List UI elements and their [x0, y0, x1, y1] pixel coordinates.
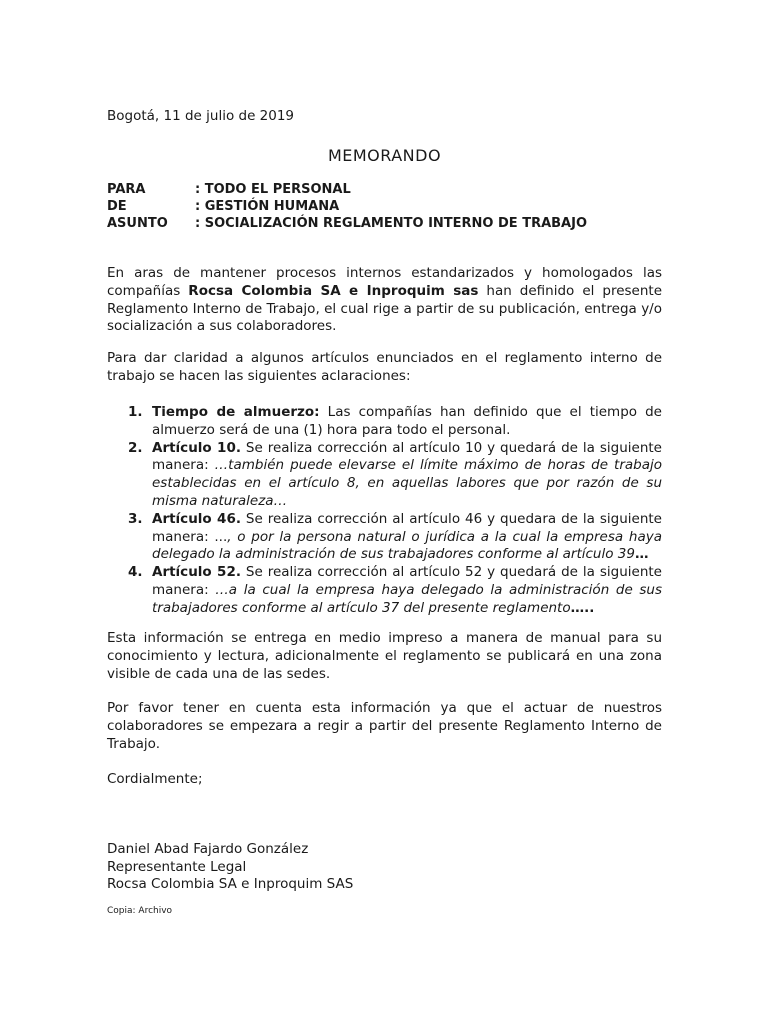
notice-paragraph: Por favor tener en cuenta esta información ya que el actuar de nuestros colaboradores se empezara a regir a partir del presente Reglamento Interno de Trabajo. [107, 700, 662, 752]
intro-text-after: han definido el presente Reglamento Interno de Trabajo, el cual rige a partir de su publicación, entrega y/o socialización a sus colaboradores. [107, 282, 662, 335]
item-quote: , o por la persona natural o jurídica a la cual la empresa haya delegado la administración de sus trabajadores conforme al artículo 39 [152, 528, 662, 563]
signature-block [107, 841, 353, 894]
distribution-paragraph: Esta información se entrega en medio impreso a manera de manual para su conocimiento y lectura, adicionalmente el reglamento se publicará en una zona visible de cada una de las sedes. [107, 630, 662, 682]
item-heading: Artículo 46. [152, 510, 241, 527]
closing-line: Cordialmente; [107, 771, 203, 787]
header-label: DE [107, 199, 127, 214]
list-number: 2. [128, 439, 143, 456]
item-quote: …también puede elevarse el límite máximo de horas de trabajo establecidas en el artículo 8, en aquellas labores que por razón de su misma naturaleza… [152, 457, 662, 509]
item-heading: Tiempo de almuerzo: [152, 404, 320, 420]
header-row-para [107, 181, 587, 198]
item-text: Se realiza corrección al artículo 46 y quedara de la siguiente manera: ... [152, 510, 662, 545]
header-value: : TODO EL PERSONAL [195, 182, 351, 197]
header-value: : SOCIALIZACIÓN REGLAMENTO INTERNO DE TRABAJO [195, 216, 587, 231]
intro-text-before: En aras de mantener procesos internos estandarizados y homologados las compañías [107, 265, 662, 299]
list-number: 3. [128, 510, 143, 527]
header-value: : GESTIÓN HUMANA [195, 199, 340, 214]
list-number: 1. [128, 404, 143, 420]
header-label: ASUNTO [107, 216, 168, 231]
item-heading: Artículo 52. [152, 564, 241, 581]
list-item [107, 440, 662, 511]
copy-note: Copia: Archivo [107, 906, 173, 916]
item-text: Se realiza corrección al artículo 52 y quedará de la siguiente manera: [152, 564, 662, 598]
intro-paragraph [107, 265, 662, 336]
item-text: Las compañías han definido que el tiempo de almuerzo será de una (1) hora para todo el personal. [152, 404, 662, 438]
list-item [107, 404, 662, 440]
header-label: PARA [107, 182, 146, 197]
clarification-list [107, 404, 662, 618]
item-end: ….. [570, 599, 595, 616]
header-row-de [107, 198, 587, 215]
list-item [107, 511, 662, 564]
list-number: 4. [128, 564, 143, 581]
memo-headers [107, 181, 587, 232]
clarification-paragraph: Para dar claridad a algunos artículos enunciados en el reglamento interno de trabajo se hacen las siguientes aclaraciones: [107, 350, 662, 384]
company-names: Rocsa Colombia SA e Inproquim sas [188, 282, 479, 299]
item-end: … [634, 546, 649, 563]
signer-role: Representante Legal [107, 858, 247, 875]
item-heading: Artículo 10. [152, 439, 241, 456]
list-item [107, 564, 662, 617]
item-quote: …a la cual la empresa haya delegado la administración de sus trabajadores conforme al artículo 37 del presente reglamento [152, 581, 663, 616]
memo-date: Bogotá, 11 de julio de 2019 [107, 108, 295, 124]
header-row-asunto [107, 215, 587, 232]
memo-title: MEMORANDO [327, 146, 442, 165]
signer-company: Rocsa Colombia SA e Inproquim SAS [107, 876, 354, 892]
signer-name: Daniel Abad Fajardo González [107, 841, 309, 857]
item-text: Se realiza corrección al artículo 10 y quedará de la siguiente manera: [152, 439, 662, 474]
